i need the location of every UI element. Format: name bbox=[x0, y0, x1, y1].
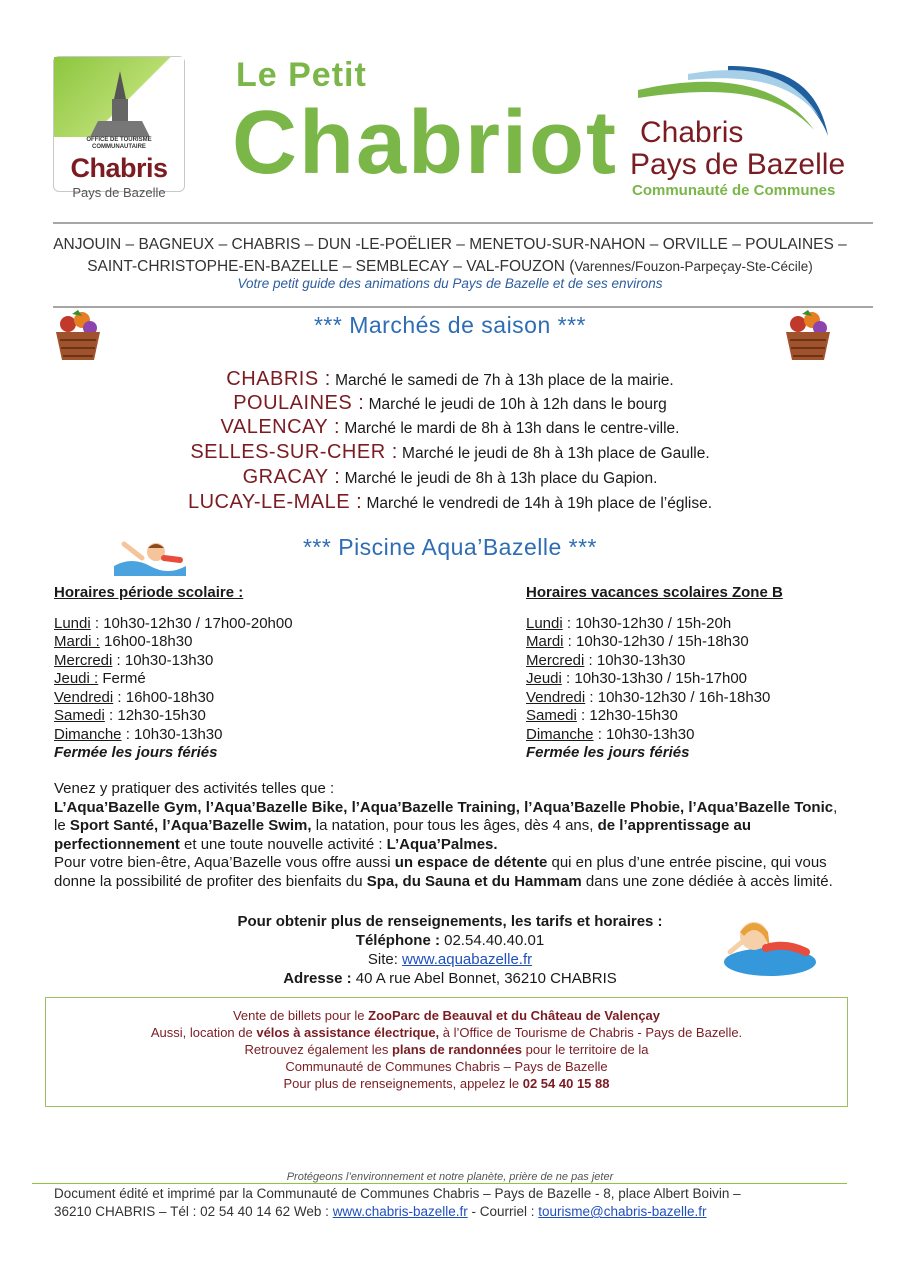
logo-chabris-text: Chabris bbox=[70, 153, 168, 183]
logo-right-line1: Chabris bbox=[640, 116, 744, 149]
logo-subtitle: Pays de Bazelle bbox=[72, 185, 166, 200]
schedule-row: Samedi : 12h30-15h30 bbox=[526, 707, 678, 724]
office-tourisme-logo bbox=[53, 56, 185, 200]
towns-line-1: ANJOUIN – BAGNEUX – CHABRIS – DUN -LE-POËLIER – MENETOU-SUR-NAHON – ORVILLE – POULAINES – bbox=[53, 236, 847, 253]
schedule-row: Vendredi : 16h00-18h30 bbox=[54, 688, 215, 706]
schedule-row: Lundi : 10h30-12h30 / 17h00-20h00 bbox=[54, 614, 293, 632]
website-link[interactable]: www.chabris-bazelle.fr bbox=[332, 1204, 468, 1219]
market-item: GRACAY : Marché le jeudi de 8h à 13h place du Gapion. bbox=[242, 466, 658, 488]
towns-divider bbox=[53, 306, 873, 308]
closed-holidays-note: Fermée les jours fériés bbox=[526, 744, 690, 761]
environment-note: Protégeons l’environnement et notre planète, prière de ne pas jeter bbox=[286, 1171, 614, 1183]
schedule-row: Jeudi : 10h30-13h30 / 15h-17h00 bbox=[526, 670, 748, 687]
aquabazelle-link[interactable]: www.aquabazelle.fr bbox=[402, 951, 533, 968]
logo-right-line3: Communauté de Communes bbox=[632, 182, 836, 199]
wellness-text: Pour votre bien-être, Aqua’Bazelle vous offre aussi un espace de détente qui en plus d’une entrée piscine, qui vous donne la possibilité de profiter des bienfaits du Spa, du Sauna et du Hammam dans une zone dédiée à accès limité. bbox=[54, 854, 833, 890]
towns-line-2: SAINT-CHRISTOPHE-EN-BAZELLE – SEMBLECAY – VAL-FOUZON (Varennes/Fouzon-Parpeçay-Ste-Cécile) bbox=[87, 258, 813, 275]
communaute-communes-logo bbox=[628, 60, 864, 204]
schedule-row: Samedi : 12h30-15h30 bbox=[54, 707, 206, 724]
schedule-row: Jeudi : Fermé bbox=[54, 670, 146, 687]
publisher-line: Document édité et imprimé par la Communauté de Communes Chabris – Pays de Bazelle - 8, place Albert Boivin – bbox=[54, 1186, 741, 1201]
market-item: VALENCAY : Marché le mardi de 8h à 13h dans le centre-ville. bbox=[220, 416, 680, 438]
notice-line: Aussi, location de vélos à assistance électrique, à l’Office de Tourisme de Chabris - Pays de Bazelle. bbox=[150, 1025, 743, 1040]
tourism-office-notice bbox=[45, 997, 848, 1107]
site-line: Site: www.aquabazelle.fr bbox=[367, 951, 533, 968]
market-item: CHABRIS : Marché le samedi de 7h à 13h place de la mairie. bbox=[226, 368, 674, 390]
schedule-row: Lundi : 10h30-12h30 / 15h-20h bbox=[526, 614, 732, 632]
market-item: SELLES-SUR-CHER : Marché le jeudi de 8h à 13h place de Gaulle. bbox=[190, 441, 710, 463]
church-tower-icon bbox=[90, 69, 150, 139]
contact-line: 36210 CHABRIS – Tél : 02 54 40 14 62 Web : www.chabris-bazelle.fr - Courriel : tourisme@chabris-bazelle.fr bbox=[54, 1204, 707, 1219]
schedule-row: Mercredi : 10h30-13h30 bbox=[54, 651, 214, 669]
schedule-row: Dimanche : 10h30-13h30 bbox=[526, 725, 695, 743]
activities-paragraph bbox=[54, 780, 844, 891]
schedule-row: Dimanche : 10h30-13h30 bbox=[54, 725, 223, 743]
header-divider bbox=[53, 222, 873, 224]
swimming-girl-icon bbox=[720, 912, 816, 978]
newsletter-title-small: Le Petit bbox=[236, 56, 367, 94]
address-line: Adresse : 40 A rue Abel Bonnet, 36210 CHABRIS bbox=[283, 970, 617, 987]
schedule-title: Horaires période scolaire : bbox=[54, 584, 244, 601]
closed-holidays-note: Fermée les jours fériés bbox=[54, 744, 218, 761]
holiday-schedule bbox=[526, 584, 866, 763]
market-item: LUCAY-LE-MALE : Marché le vendredi de 14h à 19h place de l’église. bbox=[187, 491, 713, 513]
notice-line: Retrouvez également les plans de randonnées pour le territoire de la bbox=[244, 1042, 649, 1057]
activities-list: L’Aqua’Bazelle Gym, l’Aqua’Bazelle Bike, l’Aqua’Bazelle Training, l’Aqua’Bazelle Phobie, l’Aqua’Bazelle Tonic, le Sport Santé, l’Aqua’Bazelle Swim, la natation, pour tous les âges, dès 4 ans, de l’apprentissage au perfectionnement et une toute nouvelle activité : L’Aqua’Palmes. bbox=[54, 798, 838, 853]
schedule-row: Mardi : 10h30-12h30 / 15h-18h30 bbox=[526, 633, 749, 650]
footer-divider bbox=[32, 1183, 847, 1184]
activities-intro: Venez y pratiquer des activités telles que : bbox=[54, 780, 335, 797]
phone-line: Téléphone : 02.54.40.40.01 bbox=[355, 932, 545, 949]
school-schedule bbox=[54, 584, 474, 763]
guide-tagline: Votre petit guide des animations du Pays de Bazelle et de ses environs bbox=[237, 276, 663, 291]
markets-heading: *** Marchés de saison *** bbox=[313, 312, 587, 338]
notice-line: Vente de billets pour le ZooParc de Beauval et du Château de Valençay bbox=[232, 1008, 661, 1023]
schedule-row: Mercredi : 10h30-13h30 bbox=[526, 651, 686, 669]
schedule-title: Horaires vacances scolaires Zone B bbox=[526, 584, 783, 601]
notice-line: Communauté de Communes Chabris – Pays de Bazelle bbox=[285, 1059, 608, 1074]
logo-right-line2: Pays de Bazelle bbox=[630, 148, 846, 181]
schedule-row: Vendredi : 10h30-12h30 / 16h-18h30 bbox=[526, 688, 771, 706]
market-item: POULAINES : Marché le jeudi de 10h à 12h dans le bourg bbox=[233, 392, 667, 414]
schedule-row: Mardi : 16h00-18h30 bbox=[54, 633, 193, 650]
email-link[interactable]: tourisme@chabris-bazelle.fr bbox=[538, 1204, 707, 1219]
info-heading: Pour obtenir plus de renseignements, les tarifs et horaires : bbox=[237, 913, 663, 930]
logo-office-label: OFFICE DE TOURISME COMMUNAUTAIRE bbox=[86, 137, 152, 150]
notice-line: Pour plus de renseignements, appelez le 02 54 40 15 88 bbox=[283, 1076, 610, 1091]
newsletter-title: Chabriot bbox=[232, 93, 618, 193]
pool-heading: *** Piscine Aqua’Bazelle *** bbox=[302, 534, 597, 560]
